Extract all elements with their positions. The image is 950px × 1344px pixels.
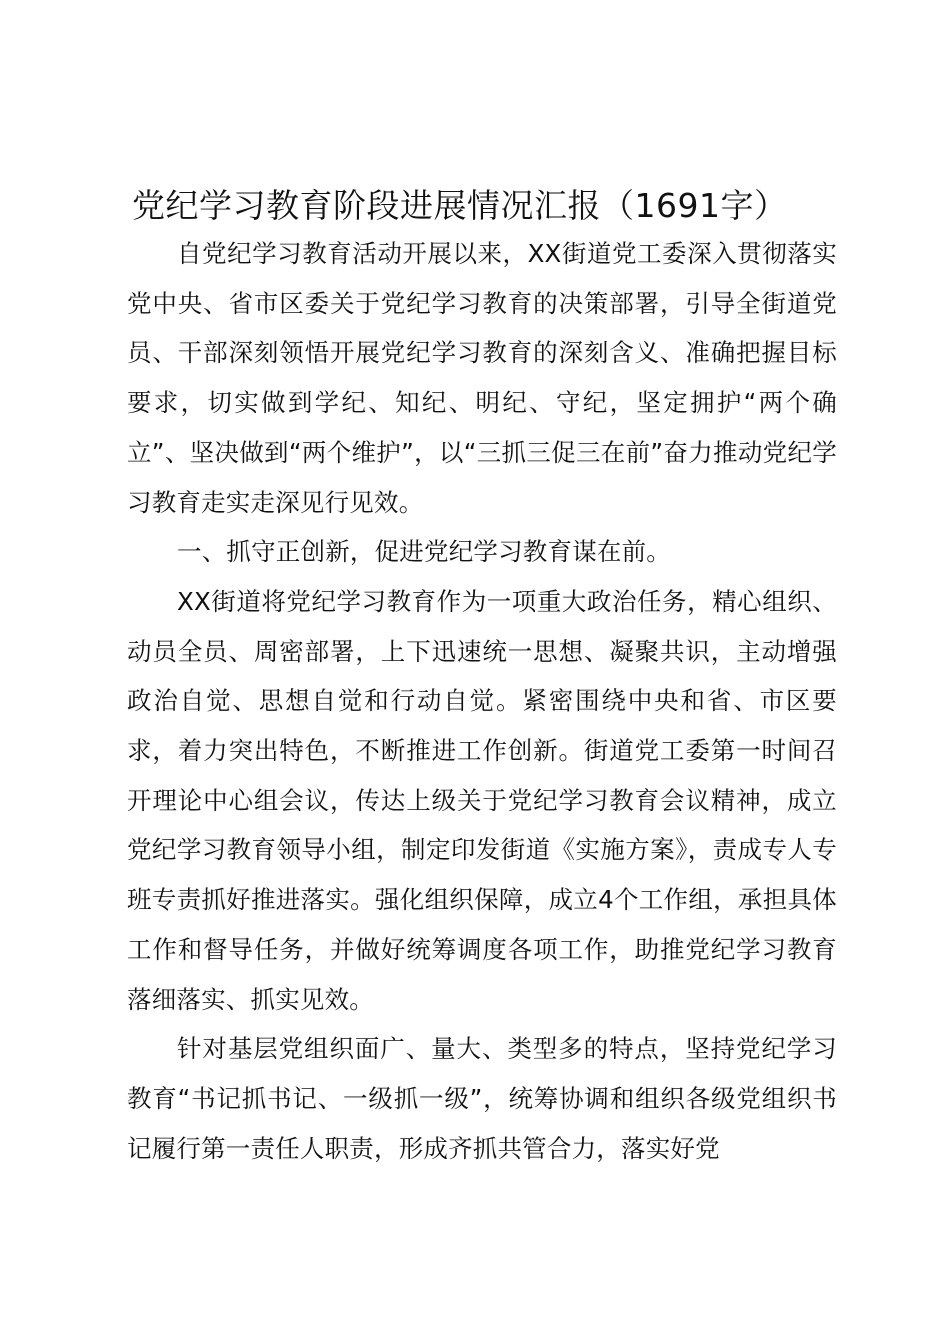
paragraph-grassroots: 针对基层党组织面广、量大、类型多的特点，坚持党纪学习教育“书记抓书记、一级抓一级”，统筹协调和组织各级党组织书记履行第一责任人职责，形成齐抓共管合力，落实好党 (127, 1034, 837, 1163)
paragraph-section-1: XX街道将党纪学习教育作为一项重大政治任务，精心组织、动员全员、周密部署，上下迅速统一思想、凝聚共识，主动增强政治自觉、思想自觉和行动自觉。紧密围绕中央和省、市区要求，着力突出特色，不断推进工作创新。街道党工委第一时间召开理论中心组会议，传达上级关于党纪学习教育会议精神，成立党纪学习教育领导小组，制定印发街道《实施方案》，责成专人专班专责抓好推进落实。强化组织保障，成立4个工作组，承担具体工作和督导任务，并做好统筹调度各项工作，助推党纪学习教育落细落实、抓实见效。 (127, 586, 837, 1014)
paragraph-intro: 自党纪学习教育活动开展以来，XX街道党工委深入贯彻落实党中央、省市区委关于党纪学习教育的决策部署，引导全街道党员、干部深刻领悟开展党纪学习教育的深刻含义、准确把握目标要求，切实做到学纪、知纪、明纪、守纪，坚定拥护“两个确立”、坚决做到“两个维护”，以“三抓三促三在前”奋力推动党纪学习教育走实走深见行见效。 (127, 239, 837, 517)
section-heading-1: 一、抓守正创新，促进党纪学习教育谋在前。 (177, 537, 671, 567)
document-body (127, 229, 837, 1173)
document-title: 党纪学习教育阶段进展情况汇报（1691字） (132, 186, 788, 225)
